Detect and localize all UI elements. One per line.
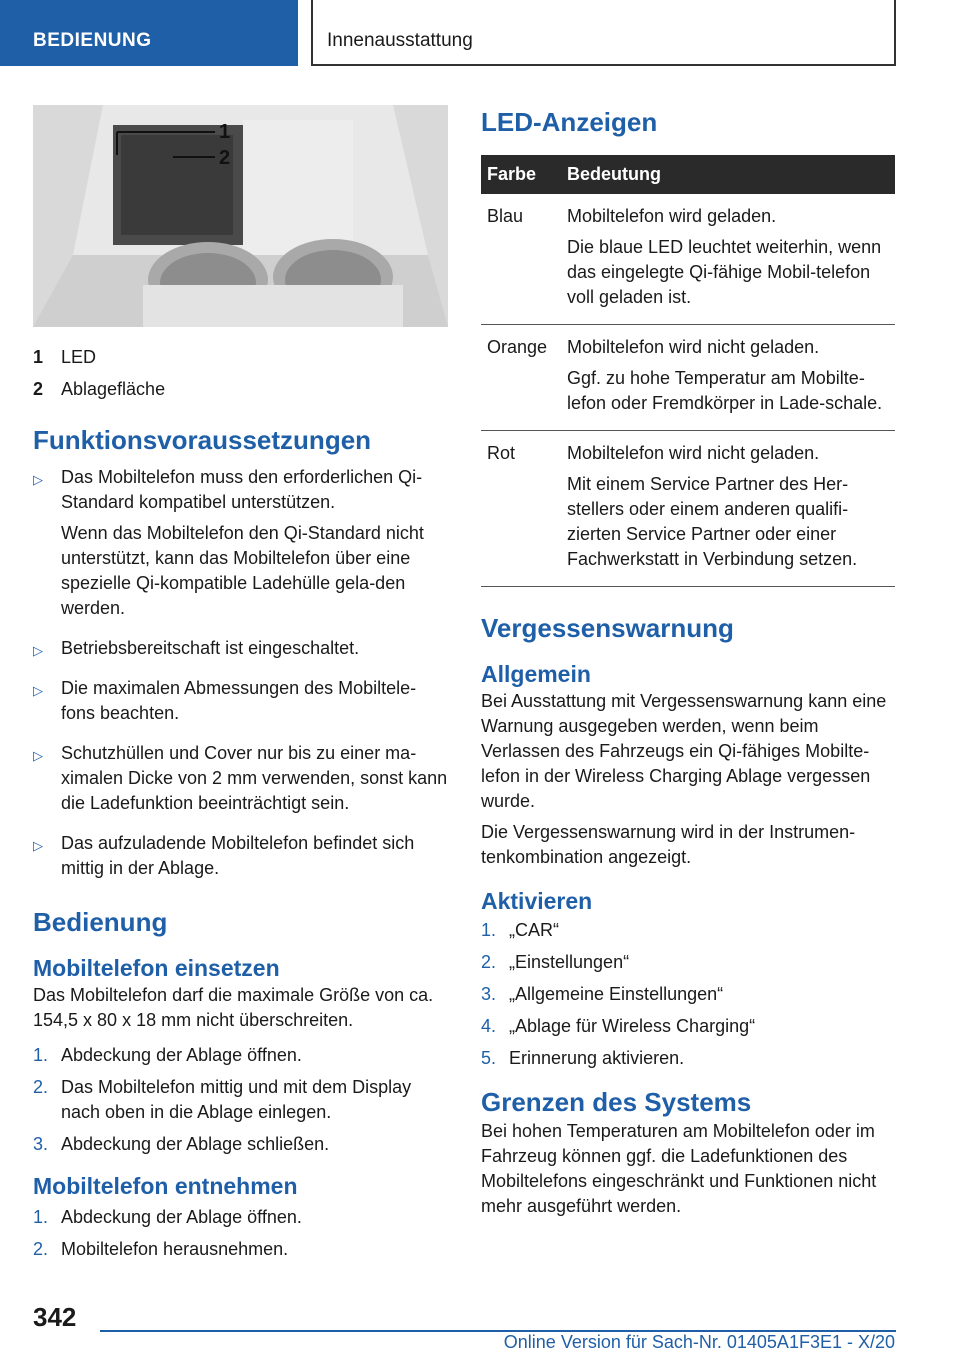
legend-label: Ablagefläche: [61, 379, 166, 399]
legend-number: 1: [33, 347, 44, 367]
step-text: Erinnerung aktivieren.: [509, 1048, 685, 1068]
step-number: 1.: [33, 1045, 49, 1065]
figure-legend: [33, 341, 448, 405]
table-header-row: [481, 155, 895, 194]
step-number: 4.: [481, 1016, 497, 1036]
footer-version-text: Online Version für Sach-Nr. 01405A1F3E1 - X/20: [503, 1332, 895, 1352]
aktivieren-steps: [481, 918, 895, 1071]
table-row: [481, 194, 895, 325]
heading-funktionsvoraussetzungen: Funktionsvoraussetzungen: [33, 425, 372, 455]
led-color: Orange: [481, 325, 561, 431]
step-number: 3.: [33, 1134, 49, 1154]
page-header: [0, 0, 960, 66]
callout-2: 2: [219, 147, 231, 169]
step-number: 2.: [481, 952, 497, 972]
led-meaning: [561, 431, 895, 587]
step-item: [481, 1046, 895, 1071]
meaning-main: Mobiltelefon wird nicht geladen.: [567, 443, 820, 463]
meaning-main: Mobiltelefon wird geladen.: [567, 206, 777, 226]
led-table: [481, 155, 895, 587]
einsetzen-description: Das Mobiltelefon darf die maximale Größe von ca. 154,5 x 80 x 18 mm nicht überschreiten.: [33, 985, 434, 1030]
heading-mobiltelefon-einsetzen: Mobiltelefon einsetzen: [33, 955, 280, 981]
legend-number: 2: [33, 379, 44, 399]
chapter-title: Innenausstattung: [311, 0, 896, 66]
heading-led-anzeigen: LED-Anzeigen: [481, 107, 658, 137]
step-item: [33, 1043, 448, 1068]
list-item-text: Betriebsbereitschaft ist eingeschaltet.: [61, 638, 360, 658]
meaning-detail: Mit einem Service Partner des Her-stellers oder einem anderen qualifi-zierten Service Partner oder einer Fachwerkstatt in Verbindung setzen.: [567, 474, 858, 569]
triangle-bullet-icon: ▷: [33, 748, 43, 763]
led-color: Blau: [481, 194, 561, 325]
heading-aktivieren: Aktivieren: [481, 888, 593, 914]
allgemein-paragraph-1: Bei Ausstattung mit Vergessenswarnung kann eine Warnung ausgegeben werden, wenn beim Verlassen des Fahrzeugs ein Qi-fähiges Mobilte-lefon in der Wireless Charging Ablage vergessen wurde.: [481, 691, 887, 811]
step-text: Das Mobiltelefon mittig und mit dem Display nach oben in die Ablage einlegen.: [61, 1077, 412, 1122]
list-item-text: Das Mobiltelefon muss den erforderlichen Qi-Standard kompatibel unterstützen.: [61, 467, 423, 512]
left-column: [33, 105, 448, 1269]
callout-1: 1: [219, 121, 231, 143]
list-item: [33, 636, 448, 667]
table-row: [481, 431, 895, 587]
list-item: [33, 831, 448, 887]
list-item-text: Die maximalen Abmessungen des Mobiltele-fons beachten.: [61, 678, 417, 723]
step-text: Abdeckung der Ablage schließen.: [61, 1134, 330, 1154]
step-text: „Einstellungen“: [509, 952, 630, 972]
led-color: Rot: [481, 431, 561, 587]
heading-bedienung: Bedienung: [33, 907, 168, 937]
step-number: 5.: [481, 1048, 497, 1068]
legend-item: [33, 373, 448, 405]
meaning-main: Mobiltelefon wird nicht geladen.: [567, 337, 820, 357]
step-item: [481, 982, 895, 1007]
triangle-bullet-icon: ▷: [33, 472, 43, 487]
step-item: [33, 1132, 448, 1157]
list-item: [33, 741, 448, 822]
step-text: Mobiltelefon herausnehmen.: [61, 1239, 289, 1259]
led-meaning: [561, 194, 895, 325]
allgemein-paragraph-2: Die Vergessenswarnung wird in der Instrumen-tenkombination angezeigt.: [481, 822, 856, 867]
list-item-text: Schutzhüllen und Cover nur bis zu einer ma-ximalen Dicke von 2 mm verwenden, sonst kann die Ladefunktion beeinträchtigt sein.: [61, 743, 448, 813]
step-number: 2.: [33, 1239, 49, 1259]
meaning-detail: Ggf. zu hohe Temperatur am Mobilte-lefon oder Fremdkörper in Lade-schale.: [567, 368, 883, 413]
legend-label: LED: [61, 347, 97, 367]
entnehmen-steps: [33, 1205, 448, 1262]
table-row: [481, 325, 895, 431]
step-text: „CAR“: [509, 920, 559, 940]
step-item: [33, 1075, 448, 1125]
wireless-charging-tray-photo: [33, 105, 448, 327]
heading-vergessenswarnung: Vergessenswarnung: [481, 613, 734, 643]
list-item: [33, 465, 448, 627]
right-column: [481, 105, 895, 1219]
list-item-note: Wenn das Mobiltelefon den Qi-Standard nicht unterstützt, kann das Mobiltelefon über eine spezielle Qi-kompatible Ladehülle gela-den werden.: [61, 523, 424, 618]
step-number: 3.: [481, 984, 497, 1004]
step-number: 1.: [481, 920, 497, 940]
step-text: „Ablage für Wireless Charging“: [509, 1016, 756, 1036]
column-header-bedeutung: Bedeutung: [561, 155, 895, 194]
requirements-list: [33, 465, 448, 887]
section-tab: BEDIENUNG: [0, 0, 298, 66]
step-item: [481, 950, 895, 975]
list-item-text: Das aufzuladende Mobiltelefon befindet sich mittig in der Ablage.: [61, 833, 415, 878]
einsetzen-steps: [33, 1043, 448, 1157]
step-text: Abdeckung der Ablage öffnen.: [61, 1207, 302, 1227]
step-item: [481, 1014, 895, 1039]
legend-item: [33, 341, 448, 373]
step-item: [33, 1205, 448, 1230]
step-number: 1.: [33, 1207, 49, 1227]
grenzen-paragraph: Bei hohen Temperaturen am Mobiltelefon oder im Fahrzeug können ggf. die Ladefunktionen des Mobiltelefons eingeschränkt und Funktionen nicht mehr ausgeführt werden.: [481, 1121, 877, 1216]
triangle-bullet-icon: ▷: [33, 643, 43, 658]
heading-grenzen-des-systems: Grenzen des Systems: [481, 1087, 752, 1117]
triangle-bullet-icon: ▷: [33, 838, 43, 853]
heading-allgemein: Allgemein: [481, 661, 591, 687]
step-text: „Allgemeine Einstellungen“: [509, 984, 724, 1004]
list-item: [33, 676, 448, 732]
step-item: [33, 1237, 448, 1262]
meaning-detail: Die blaue LED leuchtet weiterhin, wenn das eingelegte Qi-fähige Mobil-telefon voll geladen ist.: [567, 237, 882, 307]
led-meaning: [561, 325, 895, 431]
page-number: 342: [33, 1302, 77, 1332]
triangle-bullet-icon: ▷: [33, 683, 43, 698]
tray-illustration: [33, 105, 448, 327]
step-item: [481, 918, 895, 943]
step-number: 2.: [33, 1077, 49, 1097]
heading-mobiltelefon-entnehmen: Mobiltelefon entnehmen: [33, 1173, 298, 1199]
step-text: Abdeckung der Ablage öffnen.: [61, 1045, 302, 1065]
column-header-farbe: Farbe: [481, 155, 561, 194]
